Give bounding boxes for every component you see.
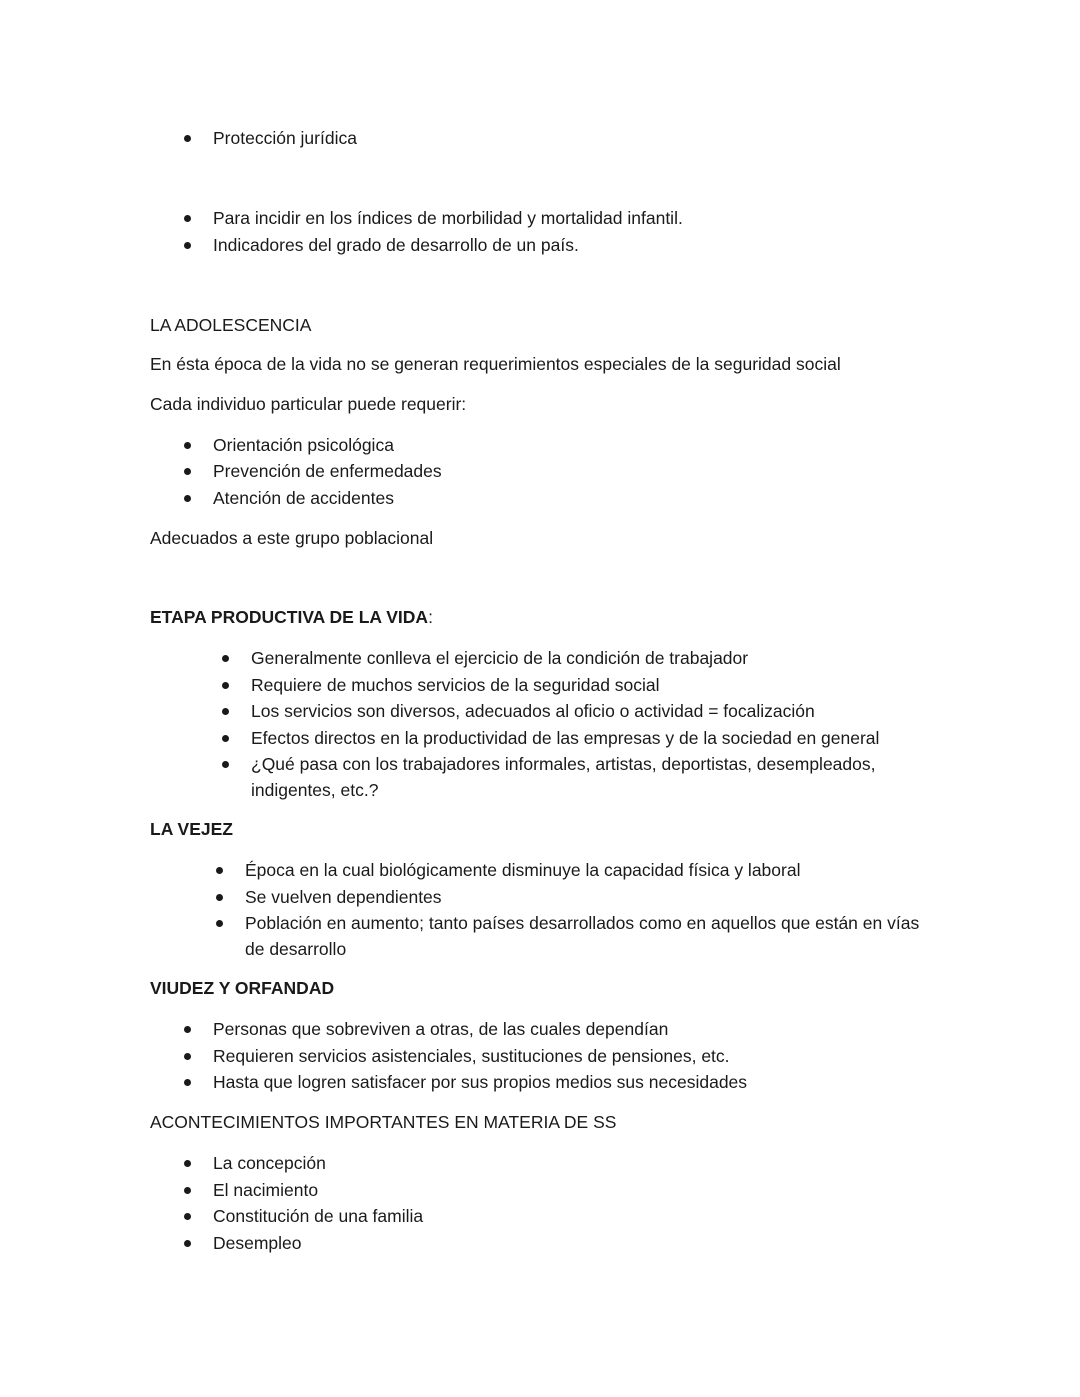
- list-item: Requiere de muchos servicios de la seguridad social: [251, 675, 660, 695]
- section-heading-acontecimientos: ACONTECIMIENTOS IMPORTANTES EN MATERIA DE SS: [150, 1112, 617, 1132]
- section-heading-productiva: [150, 606, 433, 628]
- heading-text: ETAPA PRODUCTIVA DE LA VIDA: [150, 607, 429, 627]
- list-item: Efectos directos en la productividad de las empresas y de la sociedad en general: [251, 728, 880, 748]
- section-heading-viudez: VIUDEZ Y ORFANDAD: [150, 978, 335, 998]
- list-item: Para incidir en los índices de morbilidad y mortalidad infantil.: [213, 208, 683, 228]
- list-item: Orientación psicológica: [213, 435, 394, 455]
- section-heading-adolescencia: LA ADOLESCENCIA: [150, 315, 312, 335]
- list-item: Constitución de una familia: [213, 1206, 424, 1226]
- list-item: Indicadores del grado de desarrollo de un país.: [213, 235, 579, 255]
- list-item: La concepción: [213, 1153, 326, 1173]
- list-item-continuation: indigentes, etc.?: [251, 780, 379, 800]
- list-item: Hasta que logren satisfacer por sus propios medios sus necesidades: [213, 1072, 748, 1092]
- list-item-continuation: de desarrollo: [245, 939, 347, 959]
- list-item: Se vuelven dependientes: [245, 887, 442, 907]
- section-heading-vejez: LA VEJEZ: [150, 819, 233, 839]
- list-item: Época en la cual biológicamente disminuye la capacidad física y laboral: [245, 860, 801, 880]
- list-item: Requieren servicios asistenciales, sustituciones de pensiones, etc.: [213, 1046, 730, 1066]
- paragraph: Cada individuo particular puede requerir:: [150, 394, 467, 414]
- list-item: Protección jurídica: [213, 128, 357, 148]
- paragraph: Adecuados a este grupo poblacional: [150, 528, 434, 548]
- list-item: Los servicios son diversos, adecuados al oficio o actividad = focalización: [251, 701, 815, 721]
- list-item: ¿Qué pasa con los trabajadores informales, artistas, deportistas, desempleados,: [251, 754, 876, 774]
- list-item: Población en aumento; tanto países desarrollados como en aquellos que están en vías: [245, 913, 920, 933]
- paragraph: En ésta época de la vida no se generan requerimientos especiales de la seguridad social: [150, 354, 841, 374]
- list-item: Personas que sobreviven a otras, de las cuales dependían: [213, 1019, 669, 1039]
- list-item: Atención de accidentes: [213, 488, 394, 508]
- list-item: El nacimiento: [213, 1180, 319, 1200]
- list-item: Prevención de enfermedades: [213, 461, 442, 481]
- list-item: Generalmente conlleva el ejercicio de la condición de trabajador: [251, 648, 749, 668]
- heading-suffix: :: [428, 607, 433, 627]
- list-item: Desempleo: [213, 1233, 302, 1253]
